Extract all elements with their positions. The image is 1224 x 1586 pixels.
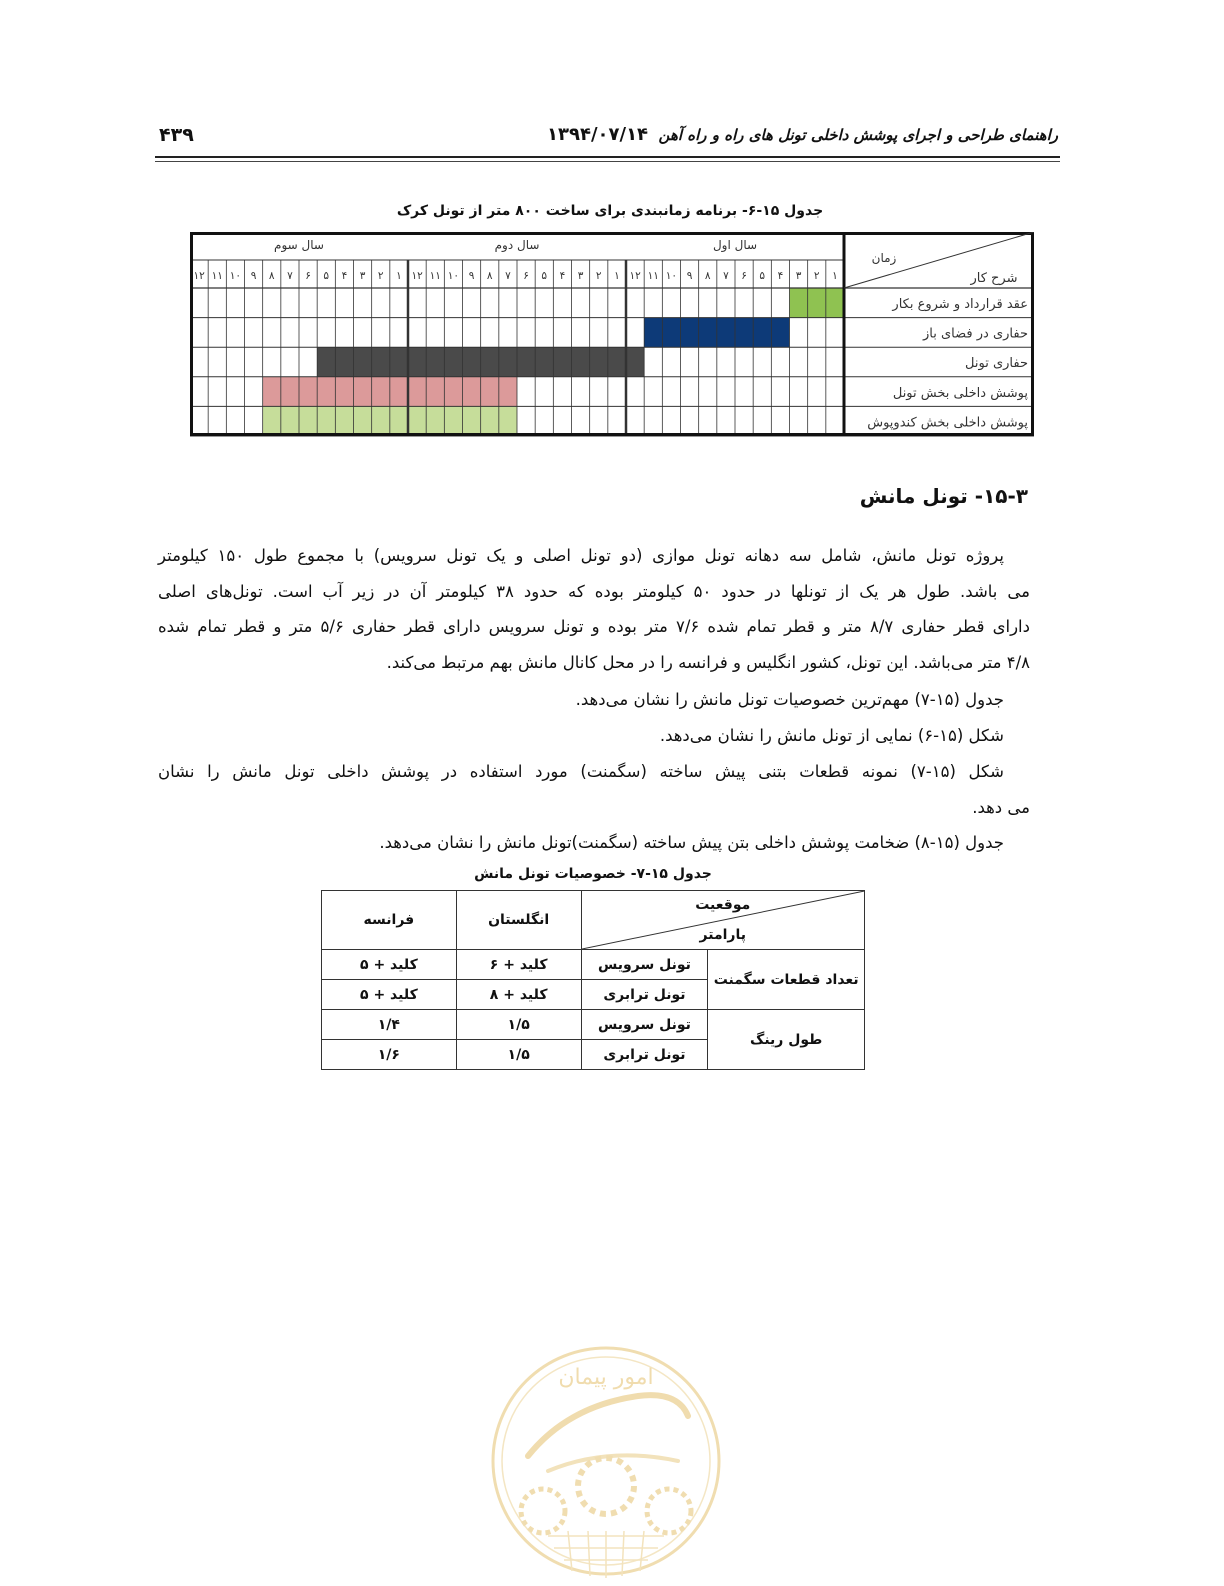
task-bar-cell: [590, 347, 608, 377]
month-label: ۱۱: [211, 270, 223, 282]
england-value: ۱/۵: [456, 1040, 581, 1070]
table-row: [322, 1010, 865, 1040]
month-label: ۱۱: [429, 270, 441, 282]
month-label: ۹: [250, 270, 257, 282]
task-bar-cell: [390, 377, 408, 407]
task-bar-cell: [463, 377, 481, 407]
column-header-england: انگلستان: [456, 891, 581, 950]
task-bar-cell: [481, 377, 499, 407]
sub-label: تونل سرویس: [581, 1010, 708, 1040]
paragraph-line: دارای قطر حفاری ۸/۷ متر و قطر تمام شده ۷/۶ متر بوده و تونل سرویس دارای قطر حفاری ۵/۶ متر و قطر تمام شده: [158, 617, 1030, 636]
task-bar-cell: [735, 318, 753, 348]
corner-bottom-label: شرح کار: [970, 271, 1018, 286]
corner-top-label: موقعیت: [695, 897, 751, 913]
task-bar-cell: [826, 288, 844, 318]
month-label: ۲: [595, 270, 602, 282]
task-bar-cell: [662, 318, 680, 348]
paragraph-line: شکل (۱۵-۷) نمونه قطعات بتنی پیش ساخته (سگمنت) مورد استفاده در پوشش داخلی تونل مانش را نشان: [158, 762, 1004, 781]
table7-caption: جدول ۱۵-۷- خصوصیات تونل مانش: [474, 866, 712, 882]
sub-label: تونل سرویس: [581, 950, 708, 980]
section-title: ۱۵-۳- تونل مانش: [859, 484, 1028, 508]
month-label: ۲: [377, 270, 384, 282]
month-label: ۸: [268, 270, 275, 282]
task-bar-cell: [499, 377, 517, 407]
month-label: ۱۲: [411, 270, 423, 282]
month-label: ۸: [704, 270, 711, 282]
month-label: ۱۱: [647, 270, 659, 282]
task-bar-cell: [408, 347, 426, 377]
month-label: ۱۲: [629, 270, 641, 282]
task-bar-cell: [354, 406, 372, 436]
task-bar-cell: [444, 377, 462, 407]
paragraph-line: ۴/۸ متر می‌باشد. این تونل، کشور انگلیس و فرانسه را در محل کانال مانش بهم مرتبط می‌کند.: [386, 652, 1030, 672]
task-bar-cell: [535, 347, 553, 377]
paragraph-line: شکل (۱۵-۶) نمایی از تونل مانش را نشان می‌دهد.: [659, 726, 1004, 745]
task-bar-cell: [299, 406, 317, 436]
task-bar-cell: [263, 406, 281, 436]
month-label: ۶: [523, 270, 529, 282]
month-label: ۱۰: [447, 270, 460, 282]
paragraph-line: جدول (۱۵-۷) مهم‌ترین خصوصیات تونل مانش را نشان می‌دهد.: [575, 690, 1004, 709]
month-label: ۵: [541, 270, 548, 282]
watermark-logo: [488, 1336, 724, 1586]
task-bar-cell: [717, 318, 735, 348]
france-value: ۱/۶: [322, 1040, 457, 1070]
page-number: ۴۳۹: [159, 124, 194, 146]
task-bar-cell: [390, 347, 408, 377]
watermark-text: امور پیمان: [558, 1365, 654, 1390]
year-label: سال سوم: [274, 238, 324, 252]
month-label: ۳: [577, 270, 584, 282]
task-bar-cell: [426, 406, 444, 436]
task-bar-cell: [463, 406, 481, 436]
task-bar-cell: [699, 318, 717, 348]
gantt-chart: [190, 232, 1034, 444]
table7-corner-cell: [581, 891, 864, 950]
month-label: ۵: [759, 270, 766, 282]
month-label: ۱: [614, 270, 620, 282]
task-bar-cell: [771, 318, 789, 348]
month-label: ۴: [777, 270, 784, 282]
paragraph-1: [158, 538, 1030, 680]
task-bar-cell: [335, 347, 353, 377]
header-rule-thin: [155, 161, 1060, 162]
task-bar-cell: [808, 288, 826, 318]
task-bar-cell: [444, 406, 462, 436]
gantt-caption: جدول ۱۵-۶- برنامه زمانبندی برای ساخت ۸۰۰ متر از تونل کرک: [396, 203, 824, 219]
sub-label: تونل ترابری: [581, 980, 708, 1010]
paragraph-line: جدول (۱۵-۸) ضخامت پوشش داخلی بتن پیش ساخته (سگمنت)تونل مانش را نشان می‌دهد.: [379, 833, 1004, 852]
task-bar-cell: [335, 406, 353, 436]
task-bar-cell: [553, 347, 571, 377]
task-bar-cell: [281, 406, 299, 436]
month-label: ۳: [795, 270, 802, 282]
task-bar-cell: [626, 347, 644, 377]
france-value: کلید + ۵: [322, 980, 457, 1010]
task-bar-cell: [499, 406, 517, 436]
task-bar-cell: [444, 347, 462, 377]
group-label: تعداد قطعات سگمنت: [708, 950, 865, 1010]
task-bar-cell: [481, 347, 499, 377]
paragraph-line: می دهد.: [972, 797, 1030, 817]
book-title: راهنمای طراحی و اجرای پوشش داخلی تونل های راه و راه آهن: [658, 126, 1058, 144]
task-bar-cell: [354, 347, 372, 377]
corner-bottom-label: پارامتر: [699, 927, 746, 943]
month-label: ۲: [813, 270, 820, 282]
month-label: ۵: [323, 270, 330, 282]
month-label: ۹: [468, 270, 475, 282]
task-bar-cell: [408, 406, 426, 436]
month-label: ۱۲: [193, 270, 205, 282]
task-bar-cell: [372, 347, 390, 377]
paragraph-4: [158, 754, 1030, 825]
task-bar-cell: [463, 347, 481, 377]
task-bar-cell: [372, 406, 390, 436]
task-bar-cell: [790, 288, 808, 318]
month-label: ۱: [832, 270, 838, 282]
paragraph-3: [158, 718, 1030, 754]
month-label: ۳: [359, 270, 366, 282]
group-label: طول رینگ: [708, 1010, 865, 1070]
task-bar-cell: [572, 347, 590, 377]
task-bar-cell: [263, 377, 281, 407]
france-value: ۱/۴: [322, 1010, 457, 1040]
task-bar-cell: [517, 347, 535, 377]
month-label: ۷: [505, 270, 511, 282]
task-label: حفاری تونل: [965, 356, 1028, 372]
task-bar-cell: [408, 377, 426, 407]
sub-label: تونل ترابری: [581, 1040, 708, 1070]
corner-top-label: زمان: [871, 251, 897, 265]
task-bar-cell: [390, 406, 408, 436]
paragraph-2: [158, 682, 1030, 718]
month-label: ۴: [559, 270, 566, 282]
month-label: ۱: [396, 270, 402, 282]
month-label: ۶: [305, 270, 311, 282]
paragraph-5: [158, 825, 1030, 861]
month-label: ۷: [723, 270, 729, 282]
task-bar-cell: [299, 377, 317, 407]
paragraph-line: می باشد. طول هر یک از تونلها در حدود ۵۰ کیلومتر بوده که حدود ۳۸ کیلومتر آن در زیر آب است. تونل‌های اصلی: [158, 581, 1030, 601]
france-value: کلید + ۵: [322, 950, 457, 980]
month-label: ۶: [741, 270, 747, 282]
england-value: ۱/۵: [456, 1010, 581, 1040]
month-label: ۱۰: [665, 270, 678, 282]
task-bar-cell: [753, 318, 771, 348]
channel-tunnel-table: [321, 890, 865, 1070]
month-label: ۴: [341, 270, 348, 282]
month-label: ۷: [287, 270, 293, 282]
task-bar-cell: [372, 377, 390, 407]
task-bar-cell: [481, 406, 499, 436]
task-label: پوشش داخلی بخش تونل: [892, 385, 1028, 401]
england-value: کلید + ۸: [456, 980, 581, 1010]
column-header-france: فرانسه: [322, 891, 457, 950]
task-bar-cell: [281, 377, 299, 407]
task-bar-cell: [335, 377, 353, 407]
task-bar-cell: [317, 347, 335, 377]
task-bar-cell: [426, 347, 444, 377]
task-bar-cell: [681, 318, 699, 348]
header-date: ۱۳۹۴/۰۷/۱۴: [547, 124, 649, 145]
task-bar-cell: [426, 377, 444, 407]
paragraph-line: پروژه تونل مانش، شامل سه دهانه تونل موازی (دو تونل اصلی و یک تونل سرویس) با مجموع طول ۱۵۰ کیلومتر: [158, 546, 1004, 565]
month-label: ۱۰: [229, 270, 242, 282]
month-label: ۸: [486, 270, 493, 282]
task-label: عقد قرارداد و شروع بکار: [892, 297, 1028, 312]
task-bar-cell: [317, 377, 335, 407]
year-label: سال دوم: [494, 238, 540, 252]
task-bar-cell: [499, 347, 517, 377]
year-label: سال اول: [712, 238, 758, 252]
page-header: [155, 118, 1060, 158]
england-value: کلید + ۶: [456, 950, 581, 980]
task-label: پوشش داخلی بخش کندوپوش: [867, 415, 1028, 431]
task-bar-cell: [644, 318, 662, 348]
header-rule: [155, 156, 1060, 158]
task-label: حفاری در فضای باز: [923, 326, 1028, 342]
task-bar-cell: [317, 406, 335, 436]
task-bar-cell: [354, 377, 372, 407]
task-bar-cell: [608, 347, 626, 377]
month-label: ۹: [686, 270, 693, 282]
table-row: [322, 950, 865, 980]
